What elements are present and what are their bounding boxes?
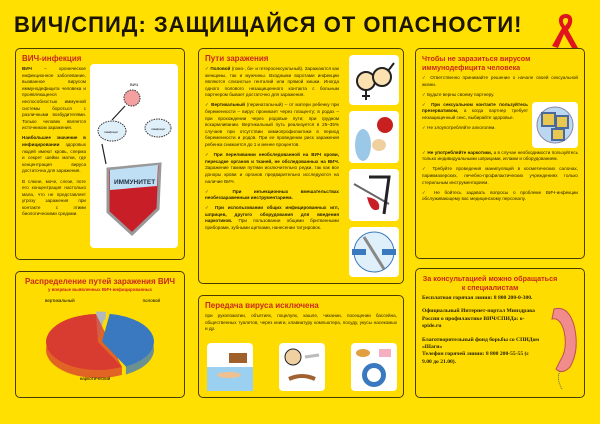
- prevention-item: ✓ Не бойтесь задавать вопросы о проблеме ВИЧ-инфекции обслуживающему вас медицинскому персоналу.: [422, 190, 578, 203]
- legend-label-sexual: половой: [142, 298, 160, 303]
- svg-text:лимфоцит: лимфоцит: [104, 130, 119, 134]
- excluded-heading: Передача вируса исключена: [205, 301, 319, 310]
- cough-handshake-image: [279, 343, 325, 391]
- prevention-item: ✓ Будьте верны своему партнеру.: [422, 92, 578, 99]
- route-item: ✓ При инъекционных вмешательствах необеззараженным инструментарием.: [205, 189, 339, 202]
- phone-handset-icon: [546, 305, 580, 391]
- swimming-bath-image: [207, 343, 253, 391]
- chart-title: Распределение путей заражения ВИЧ: [24, 277, 176, 286]
- dishes-food-image: [351, 343, 397, 391]
- svg-text:лимфоцит: лимфоцит: [151, 127, 166, 131]
- instruments-image: [349, 169, 399, 221]
- hiv-heading: ВИЧ-инфекция: [22, 54, 82, 63]
- routes-heading: Пути заражения: [205, 54, 269, 63]
- poster-title: ВИЧ/СПИД: ЗАЩИЩАЙСЯ ОТ ОПАСНОСТИ!: [14, 12, 523, 37]
- contacts-heading: За консультацией можно обращаться к специалистам: [422, 274, 558, 292]
- prevention-heading: Чтобы не заразиться вирусом иммунодефицита человека: [422, 54, 531, 72]
- syringe-image: [349, 227, 399, 277]
- portal-text: Официальный Интернет-портал Минздрава России о профилактике ВИЧ/СПИДа: o-spide.ru: [422, 308, 535, 330]
- route-item: ✓ При переливании необследованной на ВИЧ крови, пересадке органов и тканей, не обследованных на ВИЧ. Заражение такими путями исключительно редки, так как все доноры крови и органов предварительно исследуются на наличие ВИЧ.: [205, 152, 339, 185]
- mother-child-image: [349, 111, 399, 163]
- contacts-panel: [415, 268, 585, 398]
- transmission-excluded-panel: [198, 295, 404, 398]
- legend-label-vertical: вертикальный: [45, 298, 75, 303]
- immunity-diagram: [90, 64, 178, 248]
- condoms-image: [532, 102, 578, 148]
- prevention-item: ✓ При сексуальном контакте пользуйтесь презервативом, а когда партнер требует незащищенный секс, выбирайте здоровье.: [422, 102, 578, 122]
- prevention-panel: [415, 48, 585, 259]
- hiv-infection-panel: [15, 48, 185, 260]
- legend-label-drug: наркотический: [79, 376, 111, 381]
- chart-subtitle: у впервые выявленных ВИЧ-инфицированных: [48, 287, 152, 292]
- virus-label: ВИЧ: [130, 82, 139, 87]
- pie-chart: [20, 292, 180, 392]
- excluded-text: при рукопожатии, объятиях, поцелуях, кашле, чихании, посещении бассейна, общественных туалетов, через книги, клавиатуру компьютера, посуду, укусы насекомых и др.: [205, 313, 397, 332]
- hotline-text: Бесплатная горячая линия: 8 800 200-0-300.: [422, 295, 533, 301]
- route-item: ✓ Вертикальный (перинатальный) – от матери ребенку при беременности – вирус проникает через плаценту; в родах – при прохождении через родовые пути; при грудном вскармливании. Вертикальный путь реализуется в 25–35% случаев при отсутствии химиопрофилактики в период беременности и родов. При ее проведении риск заражения ребенка снижается до 1 и менее процентов.: [205, 102, 339, 148]
- transmission-distribution-chart: [15, 271, 185, 398]
- prevention-item: ✓ Не злоупотребляйте алкоголем.: [422, 125, 578, 132]
- virus-icon: [124, 90, 140, 106]
- transmission-routes-panel: [198, 48, 404, 284]
- sexual-symbols-image: [349, 55, 399, 105]
- red-ribbon-icon: [552, 12, 582, 50]
- fund-text: Благотворительный фонд борьбы со СПИДом «Шаги»: [422, 336, 540, 351]
- route-item: ✓ При использовании общих инфицированных игл, шприцев, другого оборудования для введения наркотиков. При пользовании общими бритвенными приборами, зубными щетками, нанесении татуировок.: [205, 205, 339, 231]
- prevention-item: ✓ Ответственно принимайте решение о начале своей сексуальной жизни.: [422, 75, 578, 88]
- route-item: ✓ Половой (гомо-, би- и гетеросексуальный). Заражаются как женщины, так и мужчины. Входными воротами инфекции являются слизистые генталий или прямой кишки. Иногда одного полового незащищенного контакта с больным партнером бывает достаточно для заражения.: [205, 66, 339, 99]
- svg-text:ИММУНИТЕТ: ИММУНИТЕТ: [114, 179, 156, 186]
- hiv-text: ВИЧ – хроническое инфекционное заболевание, вызванное вирусом иммунодефицита человека и проявляющееся неспособностью иммунной системы бороться с различными возбудителями. Только человек является источником заражения. Наибольшее значение в инфицировании здоровых людей имеют кровь, сперма и секрет шейки матки, где концентрация вируса достаточна для заражения. В слюне, моче, слезе, поте его концентрация настолько мала, что не представляет угрозу заражения при контакте с этими биологическими средами.: [22, 66, 86, 217]
- prevention-item: ✓ Требуйте проведения манипуляций в косметических салонах, парикмахерских, лечебно-профилактических учреждениях только стерильным инструментарием.: [422, 166, 578, 186]
- prevention-item: ✓ Не употребляйте наркотики, а в случае необходимости пользуйтесь только индивидуальными шприцами, иглами и оборудованием.: [422, 150, 578, 163]
- fund-phone-text: Телефон горячей линии: 8 800 200-55-55 (с 9.00 до 21.00).: [422, 351, 529, 365]
